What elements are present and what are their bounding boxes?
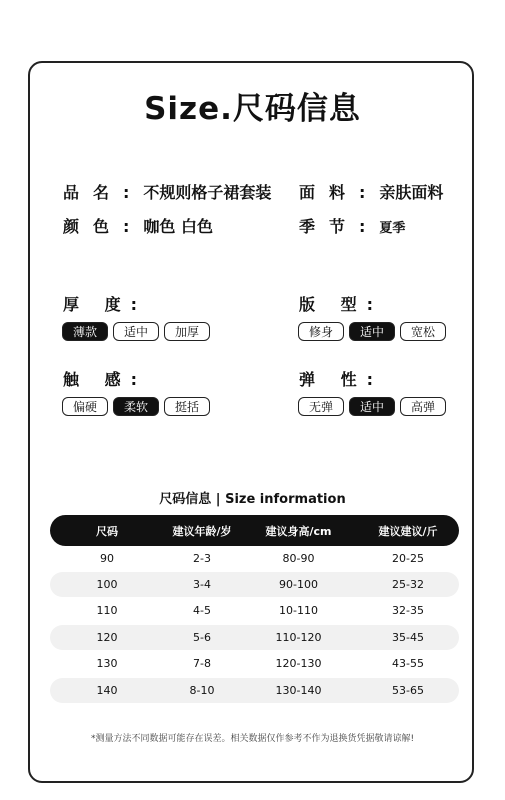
feel-label: 触 感: [63, 370, 147, 389]
cell-age: 2-3 [193, 552, 211, 565]
product-name-value: 不规则格子裙套装 [143, 183, 272, 202]
elasticity-label: 弹 性: [299, 370, 383, 389]
thickness-options [62, 322, 210, 341]
fit-option[interactable]: 宽松 [400, 322, 446, 341]
size-table-title: 尺码信息 | Size information [159, 492, 346, 507]
cell-age: 7-8 [193, 657, 211, 670]
cell-weight: 53-65 [392, 684, 424, 697]
size-table-header [50, 515, 459, 546]
fit-option[interactable]: 适中 [349, 322, 395, 341]
thickness-option[interactable]: 加厚 [164, 322, 210, 341]
cell-height: 80-90 [282, 552, 315, 565]
cell-age: 4-5 [193, 604, 211, 617]
thickness-label: 厚 度: [63, 295, 147, 314]
header-size: 尺码 [96, 524, 118, 538]
header-age: 建议年龄/岁 [172, 524, 232, 538]
color-row [63, 214, 213, 237]
cell-size: 120 [96, 631, 118, 644]
feel-options [62, 397, 210, 416]
table-row [50, 546, 459, 571]
cell-height: 120-130 [275, 657, 322, 670]
cell-weight: 25-32 [392, 578, 424, 591]
table-row [50, 572, 459, 597]
fabric-row [299, 180, 443, 203]
cell-age: 3-4 [193, 578, 211, 591]
cell-size: 140 [96, 684, 118, 697]
fabric-value: 亲肤面料 [379, 183, 444, 202]
cell-weight: 20-25 [392, 552, 424, 565]
elasticity-option[interactable]: 无弹 [298, 397, 344, 416]
feel-option[interactable]: 挺括 [164, 397, 210, 416]
cell-age: 5-6 [193, 631, 211, 644]
header-weight: 建议建议/斤 [378, 524, 438, 538]
color-value: 咖色 白色 [143, 217, 213, 236]
cell-height: 90-100 [279, 578, 318, 591]
table-row [50, 598, 459, 623]
cell-size: 130 [96, 657, 118, 670]
product-name-row [63, 180, 271, 203]
product-name-label: 品名: [63, 183, 144, 202]
thickness-option[interactable]: 适中 [113, 322, 159, 341]
cell-height: 110-120 [275, 631, 322, 644]
fit-options [298, 322, 446, 341]
table-row [50, 625, 459, 650]
table-row [50, 678, 459, 703]
fit-label: 版 型: [299, 295, 383, 314]
elasticity-option[interactable]: 适中 [349, 397, 395, 416]
elasticity-options [298, 397, 446, 416]
fit-option[interactable]: 修身 [298, 322, 344, 341]
header-height: 建议身高/cm [265, 524, 332, 538]
thickness-option[interactable]: 薄款 [62, 322, 108, 341]
elasticity-option[interactable]: 高弹 [400, 397, 446, 416]
cell-size: 110 [96, 604, 118, 617]
cell-size: 90 [100, 552, 114, 565]
fabric-label: 面料: [299, 183, 380, 202]
season-label: 季节: [299, 217, 380, 236]
color-label: 颜色: [63, 217, 144, 236]
cell-weight: 43-55 [392, 657, 424, 670]
cell-weight: 32-35 [392, 604, 424, 617]
page-title: Size.尺码信息 [144, 91, 361, 127]
cell-height: 130-140 [275, 684, 322, 697]
table-row [50, 651, 459, 676]
cell-weight: 35-45 [392, 631, 424, 644]
season-row [299, 214, 405, 237]
feel-option[interactable]: 柔软 [113, 397, 159, 416]
cell-height: 10-110 [279, 604, 318, 617]
feel-option[interactable]: 偏硬 [62, 397, 108, 416]
cell-age: 8-10 [189, 684, 215, 697]
season-value: 夏季 [379, 221, 406, 236]
disclaimer-note: *测量方法不同数据可能存在误差。相关数据仅作参考不作为退换货凭据敬请谅解! [90, 734, 415, 744]
cell-size: 100 [96, 578, 118, 591]
